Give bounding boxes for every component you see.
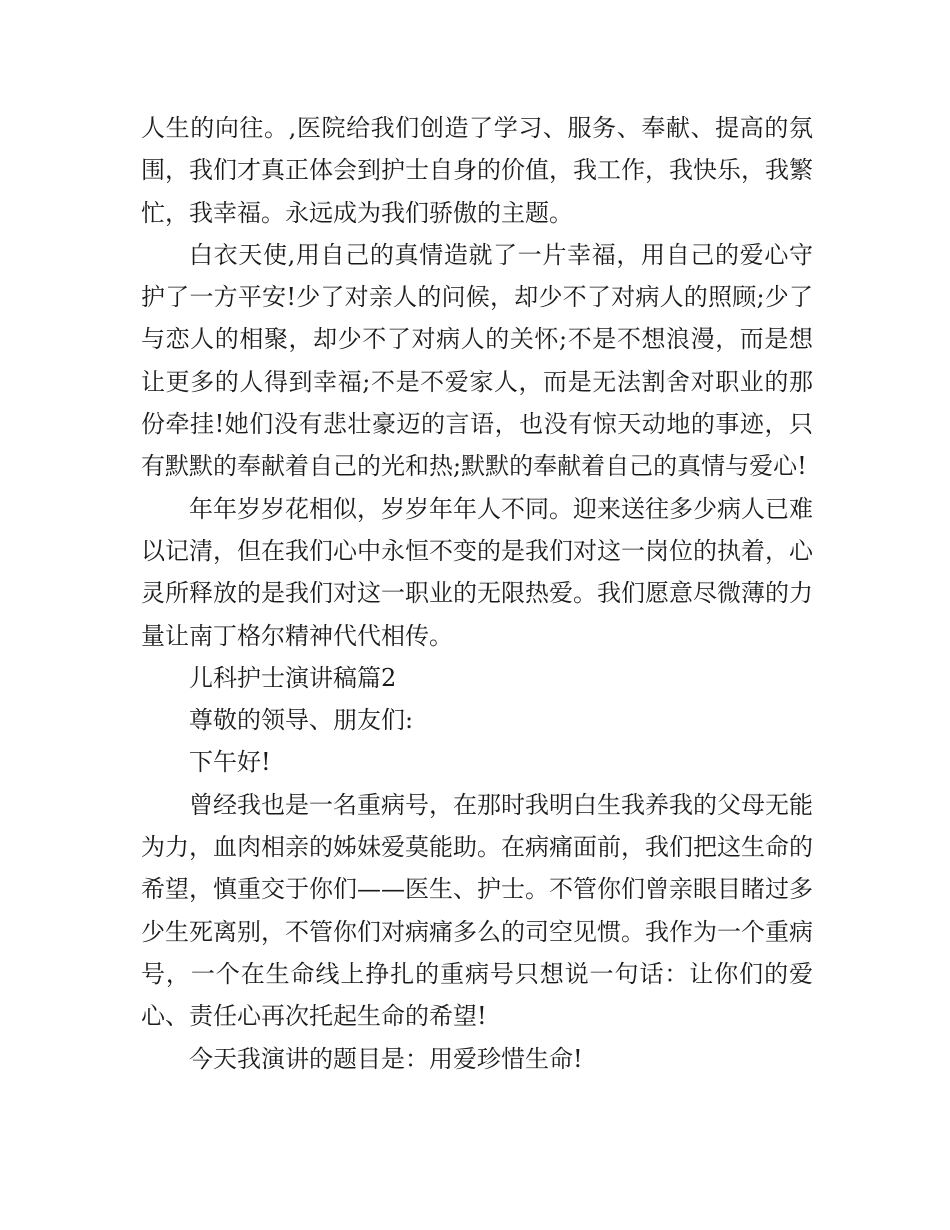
speech-topic: 今天我演讲的题目是：用爱珍惜生命! — [189, 1044, 583, 1073]
document-body — [141, 107, 813, 1080]
salutation: 尊敬的领导、朋友们: — [189, 706, 414, 735]
greeting: 下午好! — [189, 748, 271, 777]
paragraph-3: 年年岁岁花相似，岁岁年年人不同。迎来送往多少病人已难以记清，但在我们心中永恒不变的是我们对这一岗位的执着，心灵所释放的是我们对这一职业的无限热爱。我们愿意尽微薄的力量让南丁格尔精神代代相传。 — [141, 494, 813, 650]
paragraph-2: 白衣天使,用自己的真情造就了一片幸福，用自己的爱心守护了一方平安!少了对亲人的问候，却少不了对病人的照顾;少了与恋人的相聚，却少不了对病人的关怀;不是不想浪漫，而是想让更多的人得到幸福;不是不爱家人，而是无法割舍对职业的那份牵挂!她们没有悲壮豪迈的言语，也没有惊天动地的事迹，只有默默的奉献着自己的光和热;默默的奉献着自己的真情与爱心! — [141, 240, 813, 481]
paragraph-1: 人生的向往。,医院给我们创造了学习、服务、奉献、提高的氛围，我们才真正体会到护士自身的价值，我工作，我快乐，我繁忙，我幸福。永远成为我们骄傲的主题。 — [141, 114, 813, 227]
section-heading: 儿科护士演讲稿篇2 — [189, 663, 397, 692]
paragraph-7: 曾经我也是一名重病号，在那时我明白生我养我的父母无能为力，血肉相亲的姊妹爱莫能助。在病痛面前，我们把这生命的希望，慎重交于你们——医生、护士。不管你们曾亲眼目睹过多少生死离别，不管你们对病痛多么的司空见惯。我作为一个重病号，一个在生命线上挣扎的重病号只想说一句话：让你们的爱心、责任心再次托起生命的希望! — [141, 790, 813, 1031]
